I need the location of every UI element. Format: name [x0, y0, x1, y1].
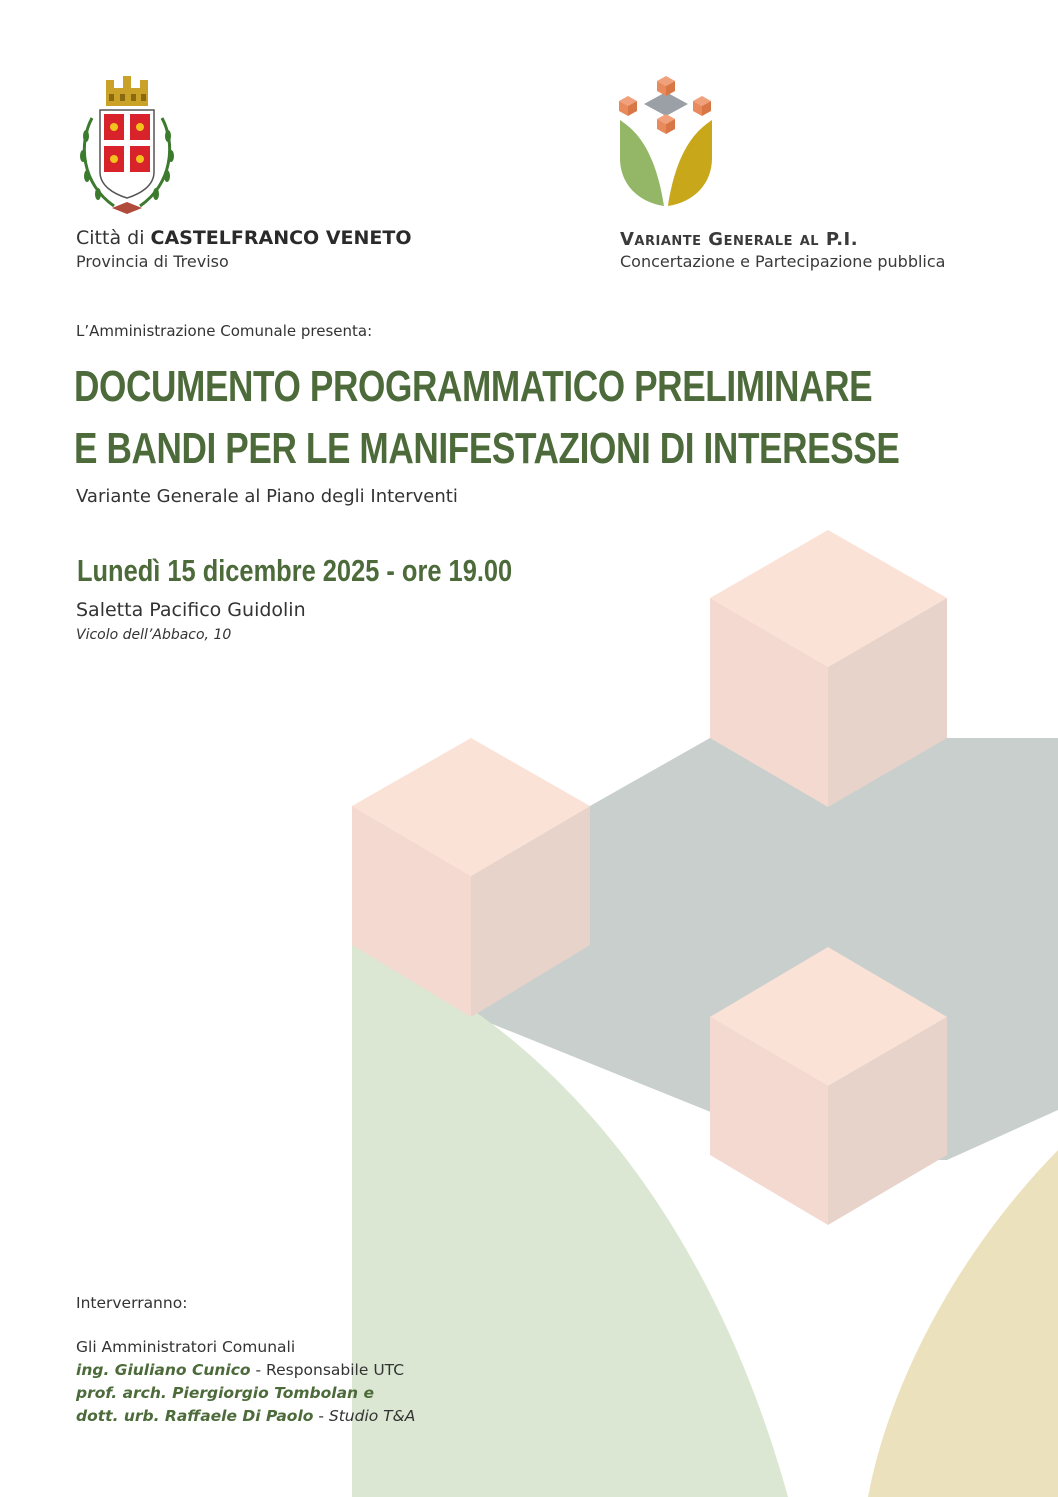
intro-line: L’Amministrazione Comunale presenta: — [76, 322, 373, 340]
speakers-block — [76, 1292, 415, 1428]
variante-logo — [618, 74, 714, 208]
speaker-3-name: prof. arch. Piergiorgio Tombolan e — [76, 1384, 374, 1402]
subtitle: Variante Generale al Piano degli Interventi — [76, 486, 458, 507]
speaker-line-4 — [76, 1405, 415, 1428]
headline-line-2: E BANDI PER LE MANIFESTAZIONI DI INTERESSE — [74, 424, 900, 473]
project-title: Variante Generale al P.I. — [620, 229, 859, 250]
speaker-line-1: Gli Amministratori Comunali — [76, 1338, 296, 1356]
speaker-4-role: Studio T&A — [328, 1407, 416, 1425]
speaker-line-2 — [76, 1359, 415, 1382]
city-prefix: Città di — [76, 227, 151, 249]
coat-of-arms-logo — [74, 74, 178, 216]
speaker-4-name: dott. urb. Raffaele Di Paolo — [76, 1407, 314, 1425]
event-address: Vicolo dell’Abbaco, 10 — [76, 627, 232, 643]
city-name-line — [76, 227, 412, 249]
project-subtitle: Concertazione e Partecipazione pubblica — [620, 252, 946, 271]
event-venue: Saletta Pacifico Guidolin — [76, 599, 306, 621]
speakers-heading: Interverranno: — [76, 1294, 188, 1312]
gold-leaf-shape — [868, 1150, 1058, 1497]
speaker-2-role: - Responsabile UTC — [250, 1361, 405, 1379]
province-line: Provincia di Treviso — [76, 252, 229, 271]
event-date: Lunedì 15 dicembre 2025 - ore 19.00 — [77, 553, 513, 588]
speaker-2-name: ing. Giuliano Cunico — [76, 1361, 251, 1379]
speaker-4-sep: - — [313, 1407, 329, 1425]
city-name: CASTELFRANCO VENETO — [150, 227, 412, 249]
speaker-line-3 — [76, 1382, 415, 1405]
headline-line-1: DOCUMENTO PROGRAMMATICO PRELIMINARE — [74, 362, 873, 411]
